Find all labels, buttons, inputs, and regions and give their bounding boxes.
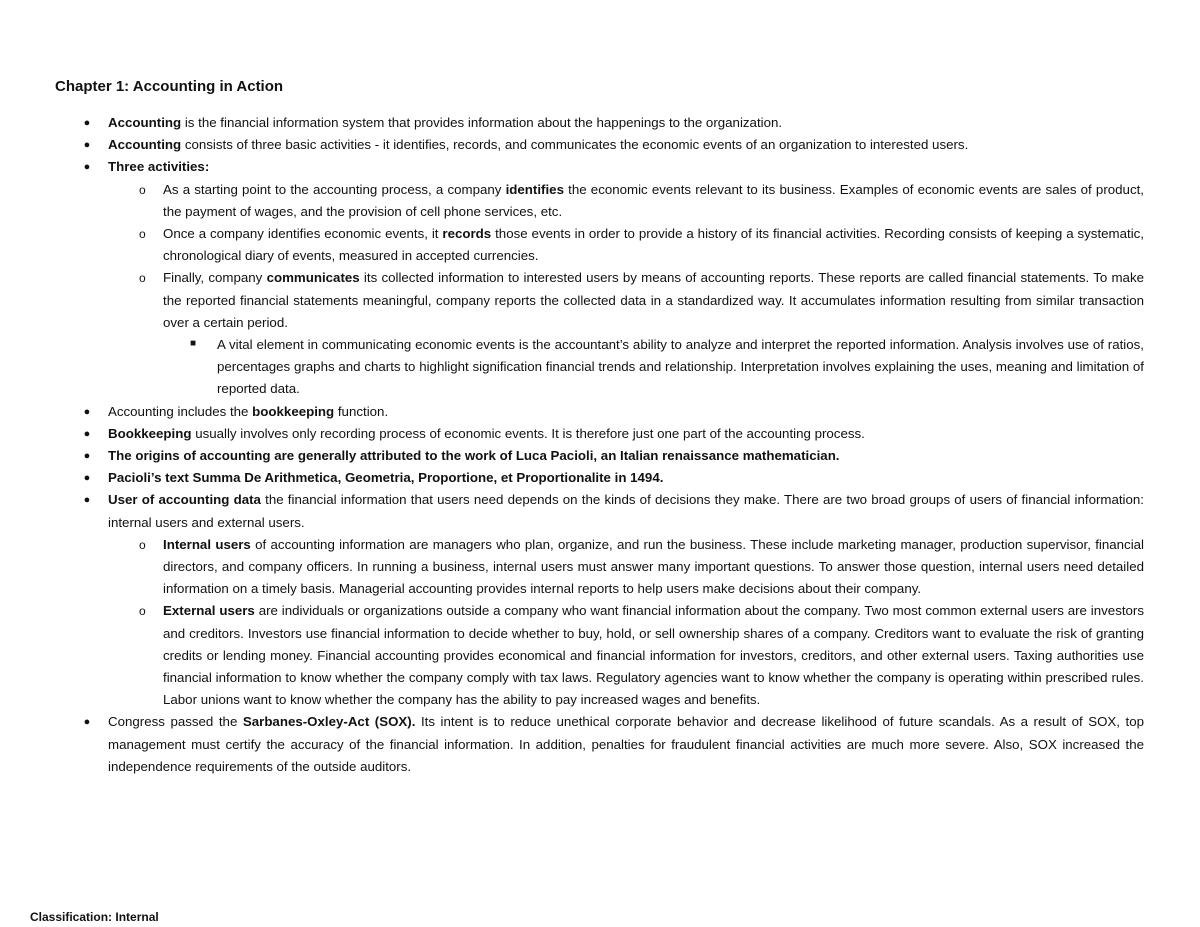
list-item: ● Accounting includes the bookkeeping function. [108,401,1144,423]
circle-bullet-icon: o [139,271,146,286]
sub-list-item: o Internal users of accounting information are managers who plan, organize, and run the business. These include marketing manager, production supervisor, financial directors, and company officers. In running a business, internal users must answer many important questions. To answer those question, internal users need detailed information on a timely basis. Managerial accounting provides internal reports to help users make decisions about their company. [163,534,1144,601]
main-bullet-list [83,112,1145,778]
sub-list-users [139,534,1145,712]
sub-sub-list [190,334,1144,401]
list-item: ● User of accounting data the financial information that users need depends on the kinds of decisions they make. There are two broad groups of users of financial information: internal users and external users. o Internal users of accounting information are managers who plan, organize, and run the business. These include marketing manager, production supervisor, financial directors, and company officers. In running a business, internal users must answer many important questions. To answer those question, internal users need detailed information on a timely basis. Managerial accounting provides internal reports to help users make decisions about their company. o External users are individuals or organizations outside a company who want financial information about the company. Two most common external users are investors and creditors. Investors use financial information to decide whether to buy, hold, or sell ownership shares of a company. Creditors want to evaluate the risk of granting credits or lending money. Financial accounting provides economical and financial information for investors, creditors, and other external users. Taxing authorities use financial information to know whether the company comply with tax laws. Regulatory agencies want to know whether the company is operating within prescribed rules. Labor unions want to know whether the company has the ability to pay increased wages and benefits. [108,489,1144,711]
bullet-icon: ● [83,161,91,174]
sub-list-item: o Once a company identifies economic events, it records those events in order to provide a history of its financial activities. Recording consists of keeping a systematic, chronological diary of events, measured in accepted currencies. [163,223,1144,267]
sub-list-item: o Finally, company communicates its collected information to interested users by means of accounting reports. These reports are called financial statements. To make the reported financial statements meaningful, company reports the collected data in a standardized way. It accumulates information resulting from similar transaction over a certain period. ■ A vital element in communicating economic events is the accountant’s ability to analyze and interpret the reported information. Analysis involves use of ratios, percentages graphs and charts to highlight signification financial trends and relationship. Interpretation involves explaining the uses, meaning and limitation of reported data. [163,267,1144,400]
list-item: ● Pacioli’s text Summa De Arithmetica, Geometria, Proportione, et Proportionalite in 1494. [108,467,1144,489]
list-item: ● Accounting consists of three basic activities - it identifies, records, and communicates the economic events of an organization to interested users. [108,134,1144,156]
bullet-icon: ● [83,472,91,485]
list-item: ● Three activities: o As a starting point to the accounting process, a company identifies the economic events relevant to its business. Examples of economic events are sales of product, the payment of wages, and the provision of cell phone services, etc. o Once a company identifies economic events, it records those events in order to provide a history of its financial activities. Recording consists of keeping a systematic, chronological diary of events, measured in accepted currencies. o Finally, company communicates its collected information to interested users by means of accounting reports. These reports are called financial statements. To make the reported financial statements meaningful, company reports the collected data in a standardized way. It accumulates information resulting from similar transaction over a certain period. ■ A vital element in communicating economic events is the accountant’s ability to analyze and interpret the reported information. Analysis involves use of ratios, percentages graphs and charts to highlight signification financial trends and relationship. Interpretation involves explaining the uses, meaning and limitation of reported data. [108,156,1144,400]
bullet-icon: ● [83,139,91,152]
list-item: ● Bookkeeping usually involves only recording process of economic events. It is therefore just one part of the accounting process. [108,423,1144,445]
bullet-icon: ● [83,450,91,463]
bullet-icon: ● [83,716,91,729]
sub-list-item: o As a starting point to the accounting process, a company identifies the economic events relevant to its business. Examples of economic events are sales of product, the payment of wages, and the provision of cell phone services, etc. [163,179,1144,223]
sub-sub-list-item: ■ A vital element in communicating economic events is the accountant’s ability to analyze and interpret the reported information. Analysis involves use of ratios, percentages graphs and charts to highlight signification financial trends and relationship. Interpretation involves explaining the uses, meaning and limitation of reported data. [217,334,1144,401]
circle-bullet-icon: o [139,182,146,197]
bullet-icon: ● [83,427,91,440]
page-title: Chapter 1: Accounting in Action [55,78,284,95]
circle-bullet-icon: o [139,604,146,619]
circle-bullet-icon: o [139,537,146,552]
circle-bullet-icon: o [139,227,146,242]
sub-list-item: o External users are individuals or organizations outside a company who want financial information about the company. Two most common external users are investors and creditors. Investors use financial information to decide whether to buy, hold, or sell ownership shares of a company. Creditors want to evaluate the risk of granting credits or lending money. Financial accounting provides economical and financial information for investors, creditors, and other external users. Taxing authorities use financial information to know whether the company comply with tax laws. Regulatory agencies want to know whether the company is operating within prescribed rules. Labor unions want to know whether the company has the ability to pay increased wages and benefits. [163,600,1144,711]
list-item: ● The origins of accounting are generally attributed to the work of Luca Pacioli, an Italian renaissance mathematician. [108,445,1144,467]
list-item: ● Congress passed the Sarbanes-Oxley-Act (SOX). Its intent is to reduce unethical corporate behavior and decrease likelihood of future scandals. As a result of SOX, top management must certify the accuracy of the financial information. In addition, penalties for fraudulent financial activities are much more severe. Also, SOX increased the independence requirements of the outside auditors. [108,711,1144,778]
list-item: ● Accounting is the financial information system that provides information about the happenings to the organization. [108,112,1144,134]
bullet-icon: ● [83,494,91,507]
sub-list-activities [139,179,1145,401]
bullet-icon: ● [83,117,91,129]
classification-footer: Classification: Internal [30,910,159,924]
bullet-icon: ● [83,405,91,418]
square-bullet-icon: ■ [190,338,197,350]
